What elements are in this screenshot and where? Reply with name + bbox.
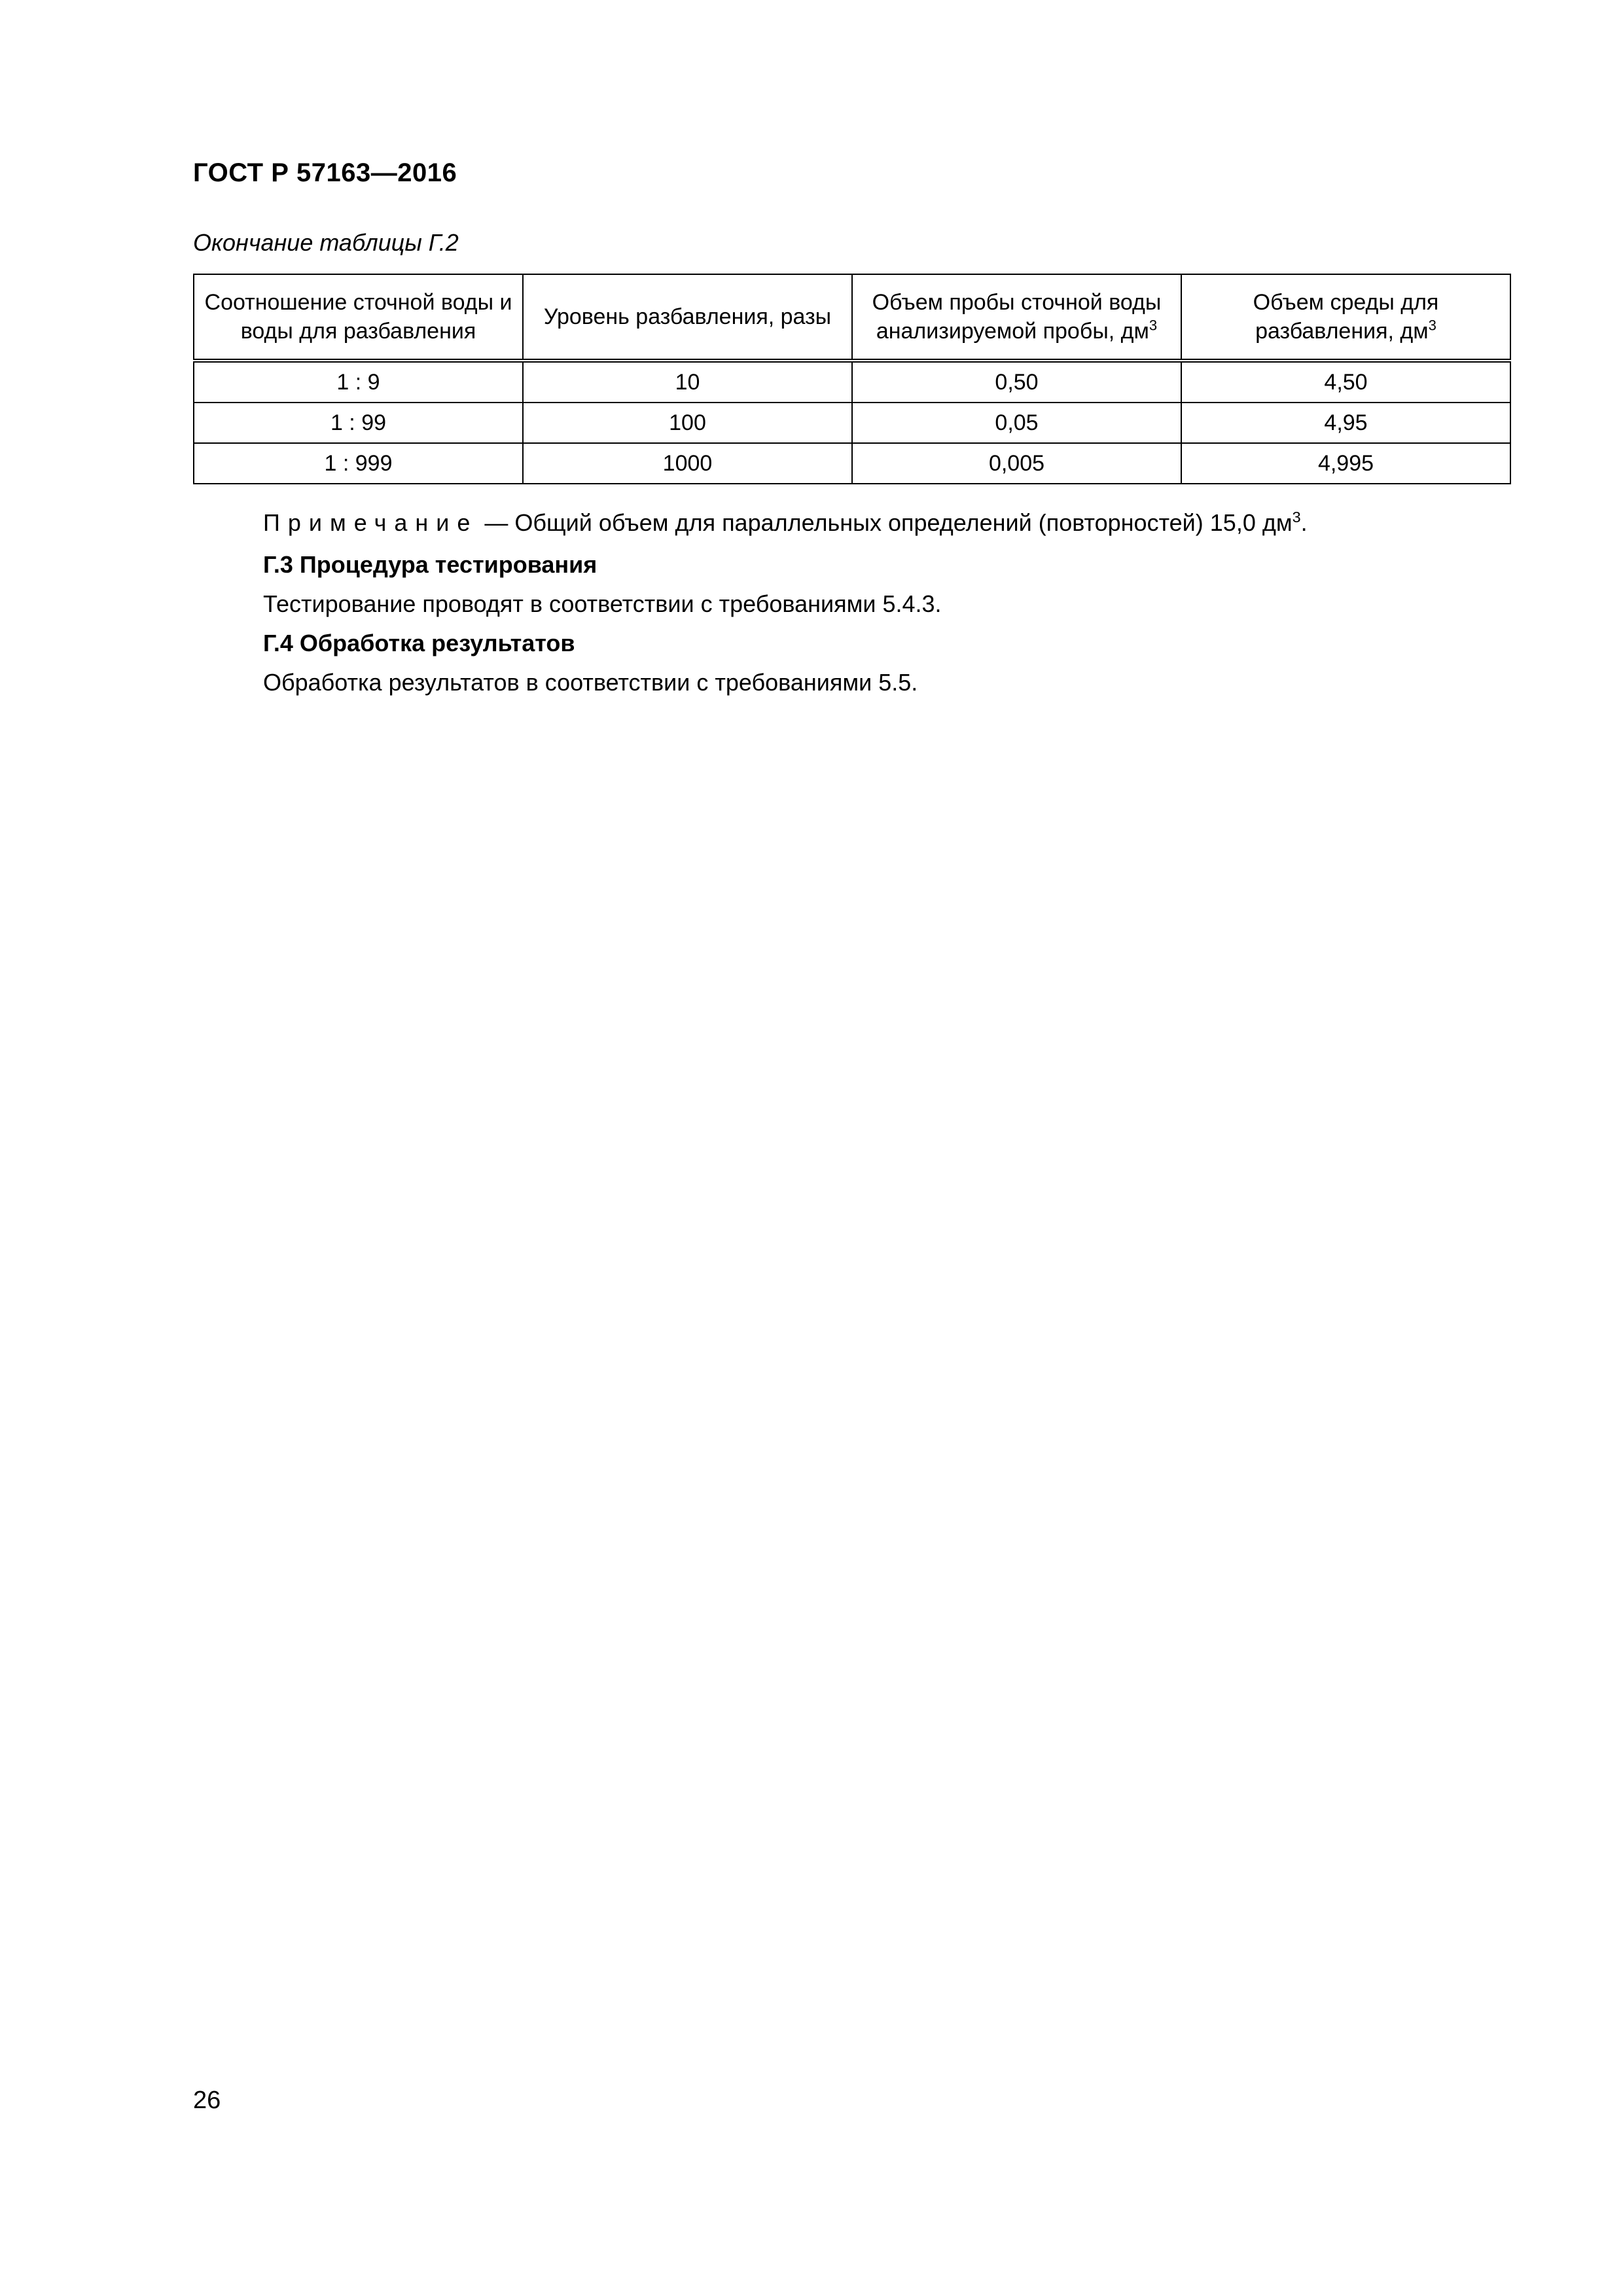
- table-cell: 0,50: [852, 361, 1181, 403]
- section-title-g4: Г.4 Обработка результатов: [263, 630, 575, 656]
- column-header-ratio: Соотношение сточной воды и воды для разбавления: [194, 274, 523, 361]
- table-caption: Окончание таблицы Г.2: [193, 229, 459, 256]
- table-cell: 100: [523, 403, 852, 443]
- column-header-medium-volume: Объем среды для разбавления, $дм^3$: [1181, 274, 1510, 361]
- note-superscript: 3: [1292, 509, 1301, 526]
- page-number: 26: [193, 2087, 221, 2114]
- table-row: [194, 443, 1510, 484]
- section-title-g3: Г.3 Процедура тестирования: [263, 551, 597, 578]
- table-cell: 0,005: [852, 443, 1181, 484]
- table-header-row: [194, 274, 1510, 361]
- table-cell: 10: [523, 361, 852, 403]
- column-header-dilution-level: Уровень разбавления, разы: [523, 274, 852, 361]
- table-row: [194, 403, 1510, 443]
- table-cell: 1 : 9: [194, 361, 523, 403]
- table-cell: 4,95: [1181, 403, 1510, 443]
- document-id: ГОСТ Р 57163—2016: [193, 158, 457, 187]
- table-cell: 4,50: [1181, 361, 1510, 403]
- table-cell: 1 : 99: [194, 403, 523, 443]
- table-cell: 1 : 999: [194, 443, 523, 484]
- table-cell: 4,995: [1181, 443, 1510, 484]
- section-text-g3: Тестирование проводят в соответствии с требованиями 5.4.3.: [263, 590, 942, 617]
- note-end: .: [1300, 509, 1308, 536]
- column-header-sample-volume: Объем пробы сточной воды анализируемой пробы, $дм^3$: [852, 274, 1181, 361]
- table-row: [194, 361, 1510, 403]
- note-label: Примечание: [263, 509, 478, 536]
- dilution-table: [193, 274, 1511, 484]
- table-note: [263, 509, 1308, 537]
- section-text-g4: Обработка результатов в соответствии с требованиями 5.5.: [263, 669, 918, 696]
- table-cell: 1000: [523, 443, 852, 484]
- table-cell: 0,05: [852, 403, 1181, 443]
- note-text: — Общий объем для параллельных определений (повторностей) 15,0 дм: [478, 509, 1293, 536]
